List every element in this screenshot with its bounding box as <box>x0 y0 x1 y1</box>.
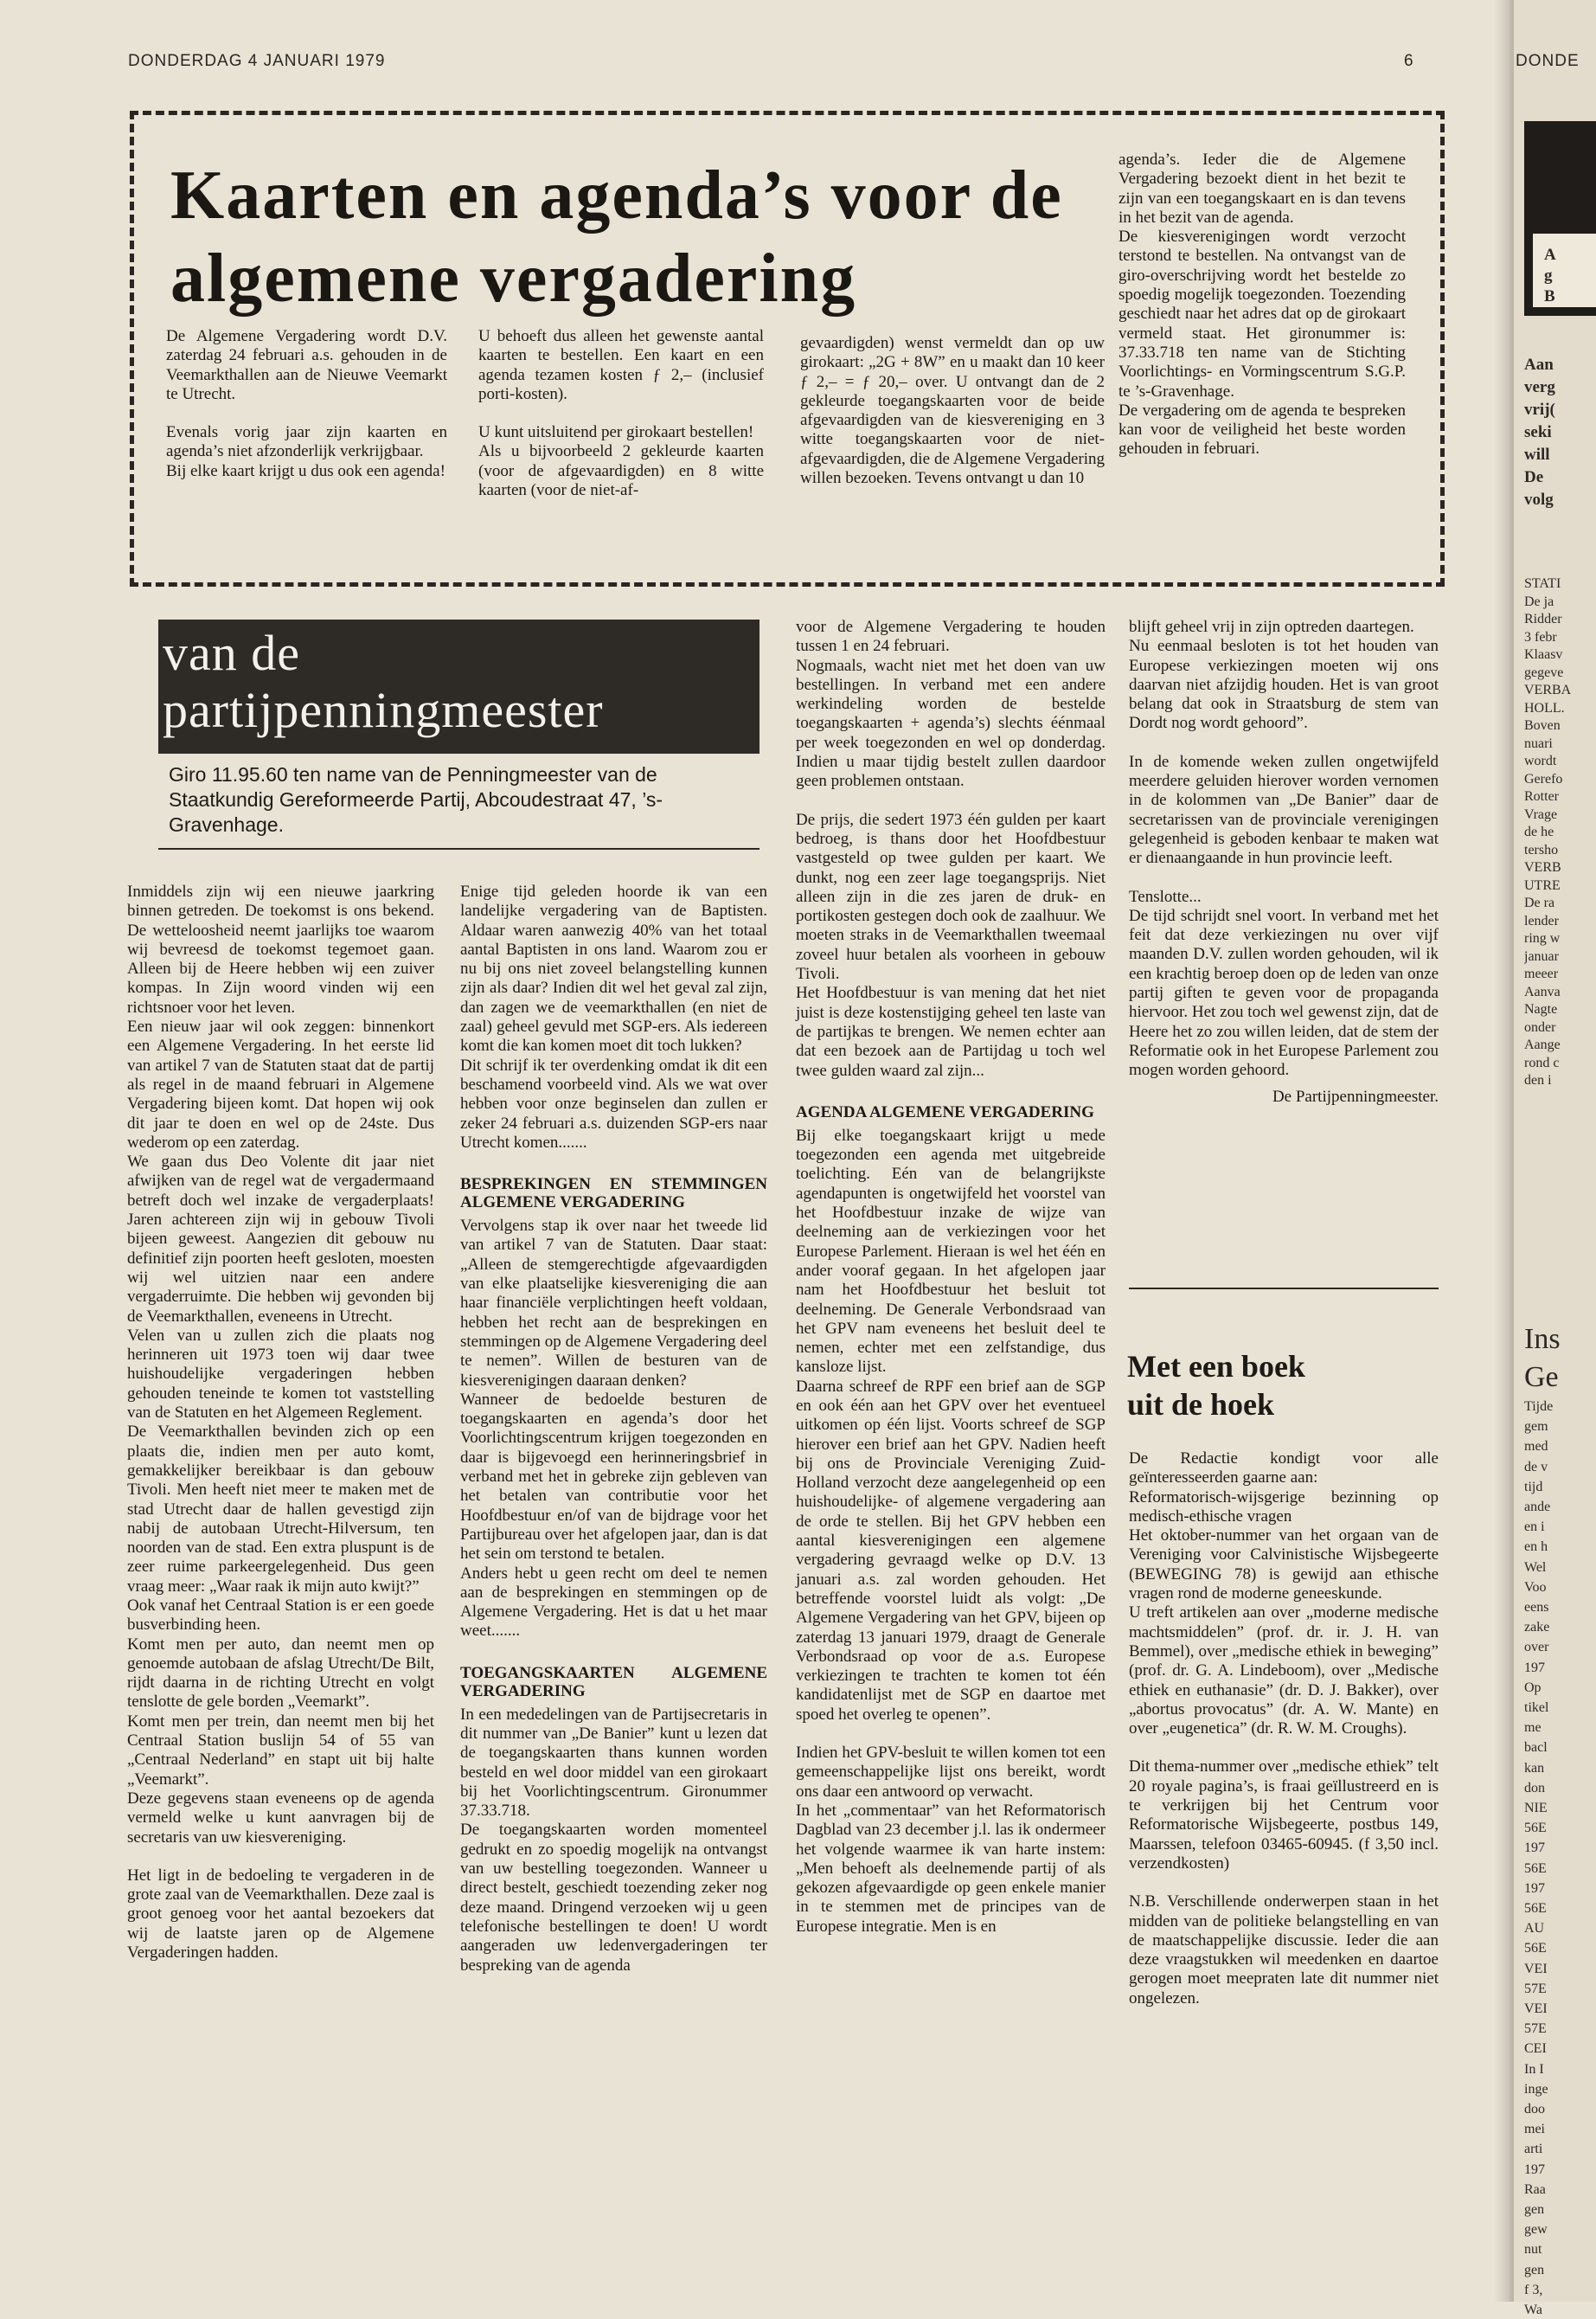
boek-rule <box>1129 1288 1439 1289</box>
adjacent-text-fragment: Vrage <box>1524 806 1558 822</box>
box-col-2: U behoeft dus alleen het gewenste aantal kaarten te bestellen. Een kaart en een agenda tezamen kosten ƒ 2,– (inclusief porti-kosten). U kunt uitsluitend per girokaart bestellen! Als u bijvoorbeeld 2 gekleurde kaarten (voor de afgevaardigden) en 8 witte kaarten (voor de niet-af- <box>478 327 764 500</box>
adjacent-text-fragment: Klaasv <box>1524 647 1563 662</box>
adjacent-text-fragment: Aan <box>1524 357 1554 374</box>
adjacent-text-fragment: 197 <box>1524 2162 1545 2177</box>
adjacent-text-fragment: 56E <box>1524 1821 1547 1836</box>
box-col-3: gevaardigden) wenst vermeldt dan op uw girokaart: „2G + 8W” en u maakt dan 10 keer ƒ 2,– = ƒ 20,– over. U ontvangt dan de 2 gekleurde toegangskaarten voor de beide afgevaardigden van de kiesvereniging en 3 witte toegangskaarten voor de niet-afgevaardigden, die de Algemene Vergadering willen bezoeken. Tevens ontvangt u dan 10 <box>800 334 1105 488</box>
adjacent-text-fragment: NIE <box>1524 1801 1548 1815</box>
adjacent-text-fragment: Op <box>1524 1680 1542 1695</box>
adjacent-text-fragment: 197 <box>1524 1840 1545 1856</box>
adjacent-text-fragment: zake <box>1524 1620 1550 1635</box>
adjacent-text-fragment: VEI <box>1524 1961 1548 1976</box>
page-fold-shadow <box>1495 0 1514 2302</box>
adjacent-text-fragment: VERBA <box>1524 683 1572 697</box>
adjacent-text-fragment: en i <box>1524 1519 1545 1535</box>
adjacent-text-fragment: Wa <box>1524 2303 1542 2317</box>
adjacent-text-fragment: AU <box>1524 1921 1545 1937</box>
adjacent-text-fragment: gew <box>1524 2222 1548 2238</box>
adjacent-text-fragment: eens <box>1524 1600 1549 1615</box>
adjacent-text-fragment: onder <box>1524 1019 1556 1035</box>
adjacent-text-fragment: verg <box>1524 379 1555 396</box>
subhead-agenda: AGENDA ALGEMENE VERGADERING <box>796 1102 1094 1121</box>
adjacent-text-fragment: VEI <box>1524 2001 1548 2016</box>
adjacent-text-fragment: gen <box>1524 2202 1545 2217</box>
adjacent-text-fragment: 56E <box>1524 1860 1547 1876</box>
adjacent-text-fragment: ande <box>1524 1500 1551 1514</box>
adjacent-text-fragment: De ja <box>1524 594 1554 609</box>
adjacent-text-fragment: vrij( <box>1524 401 1555 419</box>
signature: De Partijpenningmeester. <box>1272 1087 1439 1106</box>
subhead-besprekingen: BESPREKINGEN EN STEMMINGEN ALGEMENE VERGADERING <box>460 1175 767 1212</box>
adjacent-text-fragment: tikel <box>1524 1700 1549 1715</box>
adjacent-text-fragment: den i <box>1524 1073 1552 1088</box>
adjacent-text-fragment: tersho <box>1524 842 1559 858</box>
box-col-1: De Algemene Vergadering wordt D.V. zaterdag 24 februari a.s. gehouden in de Veemarkthallen aan de Nieuwe Veemarkt te Utrecht. Evenals vorig jaar zijn kaarten en agenda’s niet afzonderlijk verkrijgbaar. Bij elke kaart krijgt u dus ook een agenda! <box>166 327 447 480</box>
adjacent-text-fragment: arti <box>1524 2142 1543 2157</box>
section-rule <box>158 848 760 850</box>
adjacent-text-fragment: 197 <box>1524 1660 1545 1675</box>
adjacent-text-fragment: doo <box>1524 2102 1545 2117</box>
adjacent-text-fragment: De <box>1524 469 1544 486</box>
adjacent-text-fragment: CEI <box>1524 2041 1547 2057</box>
adjacent-text-fragment: kan <box>1524 1760 1545 1776</box>
adjacent-text-fragment: Rotter <box>1524 789 1559 804</box>
article-col-1: Inmiddels zijn wij een nieuwe jaarkring binnen getreden. De toekomst is ons bekend. De wetteloosheid neemt jaarlijks toe waarom wij bevreesd de toekomst tegemoet gaan. Alleen bij de Heere hebben wij een zuiver kompas. In Zijn woord vinden wij een richtsnoer voor het leven. Een nieuw jaar wil ook zeggen: binnenkort een Algemene Vergadering. In het eerste lid van artikel 7 van de Statuten staat dat de partij als regel in de maand februari in Algemene Vergadering bijeen komt. Dat hopen wij ook dit jaar te doen en wel op de 24ste. Dus wederom op een zaterdag. We gaan dus Deo Volente dit jaar niet afwijken van de regel wat de vergadermaand betreft doch wel inzake de vergaderplaats! Jaren achtereen zijn wij in gebouw Tivoli bijeen geweest. Aangezien dit gebouw nu definitief zijn poorten heeft gesloten, moesten wij wel uitzien naar een andere vergaderruimte. Die hebben wij gevonden bij de Veemarkthallen, eveneens in Utrecht. Velen van u zullen zich die plaats nog herinneren uit 1973 toen wij daar twee huishoudelijke vergaderingen hebben gehouden teneinde te komen tot vaststelling van de Statuten en het Algemeen Reglement. De Veemarkthallen bevinden zich op een plaats die, indien men per auto komt, gemakkelijker bereikbaar is dan gebouw Tivoli. Men heeft niet meer te maken met de stad Utrecht daar de hallen gevestigd zijn nabij de autobaan Utrecht-Hilversum, ten noorden van de stad. Een extra pluspunt is de zeer ruime parkeergelegenheid. Dus geen vraag meer: „Waar raak ik mijn auto kwijt?” Ook vanaf het Centraal Station is er een goede busverbinding heen. Komt men per auto, dan neemt men op genoemde autobaan de afslag Utrecht/De Bilt, rijdt daarna in de richting Utrecht en volgt tenslotte de gele borden „Veemarkt”. Komt men per trein, dan neemt men bij het Centraal Station buslijn 54 of 55 van „Centraal Nederland” en stapt uit bij halte „Veemarkt”. Deze gegevens staan eveneens op de agenda vermeld welke u kunt aanvragen bij de secretaris van uw kiesvereniging. Het ligt in de bedoeling te vergaderen in de grote zaal van de Veemarkthallen. Deze zaal is groot genoeg voor het aantal bezoekers dat wij de laatste jaren op de Algemene Vergaderingen hadden. <box>127 883 434 1962</box>
adjacent-text-fragment: inge <box>1524 2081 1548 2097</box>
adjacent-text-fragment: meeer <box>1524 967 1559 981</box>
adjacent-text-fragment: HOLL. <box>1524 700 1565 716</box>
adjacent-text-fragment: en h <box>1524 1539 1548 1555</box>
adjacent-text-fragment: gen <box>1524 2262 1545 2277</box>
page-number: 6 <box>1404 52 1414 70</box>
adjacent-text-fragment: bacl <box>1524 1740 1548 1756</box>
adjacent-text-fragment: Boven <box>1524 718 1561 733</box>
article-col-3: voor de Algemene Vergadering te houden tussen 1 en 24 februari. Nogmaals, wacht niet met het doen van uw bestellingen. In verband met een andere werkindeling worden de bestelde toegangskaarten + agenda’s) slechts éénmaal per week toegezonden en wel op donderdag. Indien u maar tijdig bestelt zullen daardoor geen problemen ontstaan. De prijs, die sedert 1973 één gulden per kaart bedroeg, is thans door het Hoofdbestuur vastgesteld op twee gulden per kaart. We dunkt, nog een zeer lage toegangsprijs. Niet alleen zijn in die zes jaren de druk- en portikosten gestegen doch ook de zaalhuur. We moeten straks in de Veemarkthallen tweemaal zoveel huur betalen als voorheen in gebouw Tivoli. Het Hoofdbestuur is van mening dat het niet juist is deze kostenstijging geheel ten laste van de partijkas te brengen. We nemen echter aan dat een bezoek aan de Partijdag u toch wel twee gulden waard zal zijn... AGENDA ALGEMENE VERGADERING Bij elke toegangskaart krijgt u mede toegezonden een agenda met uitgebreide toelichting. Eén van de belangrijkste agendapunten is ongetwijfeld het voorstel van het Hoofdbestuur inzake de wijze van deelneming aan de verkiezingen voor het Europese Parlement. Hieraan is wel het één en ander vooraf gegaan. In het afgelopen jaar nam het Hoofdbestuur het besluit tot deelneming. De Generale Verbondsraad van het GPV nam eveneens het besluit deel te nemen, echter met een zelfstandige, dus kansloze lijst. Daarna schreef de RPF een brief aan de SGP en ook één aan het GPV over het eventueel uitkomen op één lijst. Voorts schreef de SGP hierover een brief aan het GPV. Nadien heeft bij ons de Provinciale Vereniging Zuid-Holland verzocht deze aangelegenheid op een huishoudelijke- of algemene vergadering aan de orde te stellen. Bij het GPV hebben een aantal kiesverenigingen een algemene vergadering gevraagd welke op D.V. 13 januari a.s. zal worden gehouden. Het betreffende voorstel luidt als volgt: „De Algemene Vergadering van het GPV, bijeen op zaterdag 13 januari 1979, draagt de Generale Verbondsraad op voor de a.s. Europese verkiezingen te trachten te komen tot één kandidatenlijst met de SGP en daartoe met spoed het overleg te openen”. Indien het GPV-besluit te willen komen tot een gemeenschappelijke lijst ons bereikt, wordt ons daar een antwoord op verwacht. In het „commentaar” van het Reformatorisch Dagblad van 23 december j.l. las ik ondermeer het volgende waarmee ik van harte instem: „Men behoeft als deelnemende partij of als gekozen afgevaardigde op geen enkele manier in te stemmen met de principes van de Europese integratie. Men is en <box>796 618 1106 1936</box>
adjacent-text-fragment: rond c <box>1524 1055 1560 1070</box>
adjacent-page-run: DONDE <box>1516 52 1580 70</box>
adjacent-text-fragment: de v <box>1524 1459 1548 1474</box>
adjacent-text-fragment: ring w <box>1524 931 1561 946</box>
giro-info: Giro 11.95.60 ten name van de Penningmeester van de Staatkundig Gereformeerde Partij, Abcoudestraat 47, ’s-Gravenhage. <box>169 763 663 836</box>
adjacent-text-fragment: nuari <box>1524 736 1553 751</box>
date-line: DONDERDAG 4 JANUARI 1979 <box>128 52 386 70</box>
adjacent-text-fragment: tijd <box>1524 1479 1543 1494</box>
subhead-toegangskaarten: TOEGANGSKAARTEN ALGEMENE VERGADERING <box>460 1663 767 1700</box>
adjacent-text-fragment: Ge <box>1524 1361 1559 1393</box>
banner-title: van de partijpenningmeester <box>163 625 604 738</box>
adjacent-text-fragment: STATI <box>1524 576 1561 591</box>
boek-title: Met een boek uit de hoek <box>1127 1349 1305 1422</box>
adjacent-text-fragment: med <box>1524 1439 1548 1455</box>
article-col-2: Enige tijd geleden hoorde ik van een landelijke vergadering van de Baptisten. Aldaar waren aanwezig 40% van het totaal aantal Baptisten in ons land. Waarom zou er nu bij ons niet zoveel belangstelling kunnen zijn als daar? Indien dit wel het geval zal zijn, dan zagen we de veemarkthallen (en niet de zaal) geheel gevuld met SGP-ers. Als iedereen komt die kan komen moet dit toch lukken? Dit schrijf ik ter overdenking omdat ik dit een beschamend voorbeeld vind. Als we wat over hebben voor onze beginselen dan zullen er zeker 24 februari a.s. duizenden SGP-ers naar Utrecht komen....... BESPREKINGEN EN STEMMINGEN ALGEMENE VERGADERING Vervolgens stap ik over naar het tweede lid van artikel 7 van de Statuten. Daar staat: „Alleen de stemgerechtigde afgevaardigden van elke plaatselijke kiesvereniging die aan haar financiële verplichtingen heeft voldaan, hebben het recht aan de besprekingen en stemmingen op de Algemene Vergadering deel te nemen”. Willen de besturen van de kiesverenigingen daaraan denken? Wanneer de bedoelde besturen de toegangskaarten en agenda’s door het Voorlichtingscentrum krijgen toegezonden en daar is bijgevoegd een herinneringsbrief in verband met het in gebreke zijn gebleven van het betalen van contributie voor het Hoofdbestuur en/of van de bijdrage voor het Partijbureau over het afgelopen jaar, dan is dat het sein om terstond te betalen. Anders hebt u geen recht om deel te nemen aan de besprekingen en stemmingen op de Algemene Vergadering. Het is dat u het maar weet....... TOEGANGSKAARTEN ALGEMENE VERGADERING In een mededelingen van de Partijsecretaris in dit nummer van „De Banier” kunt u lezen dat de toegangskaarten thans kunnen worden besteld en wel door middel van een girokaart bij het Voorlichtingscentrum. Gironummer 37.33.718. De toegangskaarten worden momenteel gedrukt en zo spoedig mogelijk na ontvangst van uw bestelling toegezonden. Wanneer u direct bestelt, geschiedt toezending zeker nog deze maand. Dringend verzoeken wij u geen telefonische bestellingen te doen! U wordt aangeraden uw ledenvergaderingen ter bespreking van de agenda <box>460 883 767 1975</box>
adjacent-text-fragment: Aange <box>1524 1037 1561 1052</box>
adjacent-text-fragment: Wel <box>1524 1559 1547 1575</box>
adjacent-text-fragment: gem <box>1524 1419 1548 1435</box>
adjacent-text-fragment: Voo <box>1524 1579 1547 1595</box>
adjacent-text-fragment: Tijde <box>1524 1399 1554 1414</box>
article-col-4: blijft geheel vrij in zijn optreden daartegen. Nu eenmaal besloten is tot het houden van Europese verkiezingen moeten wij ons daarvan niet afzijdig houden. Het is van groot belang dat ook in Straatsburg de stem van Dordt nog wordt gehoord”. In de komende weken zullen ongetwijfeld meerdere geluiden hierover worden vernomen in de kolommen van „De Banier” daar de secretarissen van de provinciale verenigingen gelegenheid is geboden kenbaar te maken wat er dienaangaande in hun provincie leeft. Tenslotte... De tijd schrijdt snel voort. In verband met het feit dat deze verkiezingen nu over vijf maanden D.V. zullen worden gehouden, wil ik een krachtig beroep doen op de leden van onze partij giften te geven voor de propaganda hiervoor. Het zou toch wel gewenst zijn, dat de Heere het zo zou willen leiden, dat de stem der Reformatie ook in het Europese Parlement zou mogen worden gehoord. De Partijpenningmeester. <box>1129 618 1439 1106</box>
adjacent-text-fragment: 3 febr <box>1524 629 1557 645</box>
adjacent-text-fragment: nut <box>1524 2242 1542 2258</box>
adjacent-text-fragment: seki <box>1524 424 1552 441</box>
adjacent-text-fragment: Ins <box>1524 1323 1561 1355</box>
adjacent-text-fragment: Aanva <box>1524 984 1561 999</box>
box-title: Kaarten en agenda’s voor de algemene vergadering <box>170 157 1063 317</box>
adjacent-text-fragment: gegeve <box>1524 665 1564 680</box>
adjacent-text-fragment: De ra <box>1524 896 1555 910</box>
adjacent-text-fragment: B <box>1544 288 1555 305</box>
boek-text: De Redactie kondigt voor alle geïnteresseerden gaarne aan: Reformatorisch-wijsgerige bezinning op medisch-ethische vragen Het oktober-nummer van het orgaan van de Vereniging voor Calvinistische Wijsbegeerte (BEWEGING 78) is gewijd aan ethische vragen rond de moderne geneeskunde. U treft artikelen aan over „moderne medische machtsmiddelen” (prof. dr. ir. J. H. van Bemmel), over „medische ethiek in beweging” (prof. dr. G. A. Lindeboom), over „Medische ethiek en euthanasie” (dr. D. J. Bakker), over „abortus provocatus” (dr. A. W. Mante) en over „eugenetica” (dr. R. W. M. Croughs). Dit thema-nummer over „medische ethiek” telt 20 royale pagina’s, is fraai geïllustreerd en is te verkrijgen bij het Centrum voor Reformatorische Wijsbegeerte, postbus 149, Maarssen, telefoon 03465-60945. (f 3,50 incl. verzendkosten) N.B. Verschillende onderwerpen staan in het midden van de politieke belangstelling en van de maatschappelijke discussie. Ieder die aan deze vraagstukken wil meedenken en daartoe gerogen moet meepraten late dit nummer niet ongelezen. <box>1129 1449 1439 2007</box>
adjacent-text-fragment: mei <box>1524 2122 1545 2137</box>
adjacent-text-fragment: 57E <box>1524 2021 1547 2037</box>
adjacent-text-fragment: In I <box>1524 2061 1544 2077</box>
adjacent-text-fragment: f 3, <box>1524 2282 1543 2297</box>
adjacent-text-fragment: januar <box>1524 948 1559 964</box>
adjacent-text-fragment: 197 <box>1524 1880 1545 1896</box>
adjacent-text-fragment: Gerefo <box>1524 771 1563 787</box>
adjacent-text-fragment: Ridder <box>1524 612 1562 626</box>
adjacent-text-fragment: lender <box>1524 913 1559 928</box>
adjacent-text-fragment: A <box>1544 247 1556 264</box>
adjacent-text-fragment: g <box>1544 267 1553 285</box>
adjacent-text-fragment: wordt <box>1524 754 1557 768</box>
adjacent-text-fragment: will <box>1524 446 1550 464</box>
adjacent-text-fragment: 56E <box>1524 1901 1547 1916</box>
adjacent-text-fragment: volg <box>1524 491 1554 509</box>
adjacent-text-fragment: UTRE <box>1524 877 1561 893</box>
adjacent-text-fragment: 56E <box>1524 1941 1547 1956</box>
adjacent-text-fragment: Raa <box>1524 2181 1546 2197</box>
box-col-4: agenda’s. Ieder die de Algemene Vergadering bezoekt dient in het bezit te zijn van een toegangskaart en is dan tevens in het bezit van de agenda. De kiesverenigingen wordt verzocht terstond te bestellen. Na ontvangst van de giro-overschrijving wordt het bestelde zo spoedig mogelijk toegezonden. Toezending geschiedt naar het adres dat op de girokaart vermeld staat. Het gironummer is: 37.33.718 ten name van de Stichting Voorlichtings- en Vormingscentrum S.G.P. te ’s-Gravenhage. De vergadering om de agenda te bespreken kan voor de veiligheid het beste worden gehouden in februari. <box>1118 151 1406 459</box>
adjacent-text-fragment: de he <box>1524 825 1554 839</box>
adjacent-text-fragment: over <box>1524 1640 1549 1655</box>
adjacent-text-fragment: me <box>1524 1720 1542 1736</box>
adjacent-text-fragment: don <box>1524 1780 1545 1795</box>
adjacent-text-fragment: Nagte <box>1524 1002 1558 1017</box>
adjacent-text-fragment: VERB <box>1524 860 1561 875</box>
adjacent-text-fragment: 57E <box>1524 1981 1547 1996</box>
